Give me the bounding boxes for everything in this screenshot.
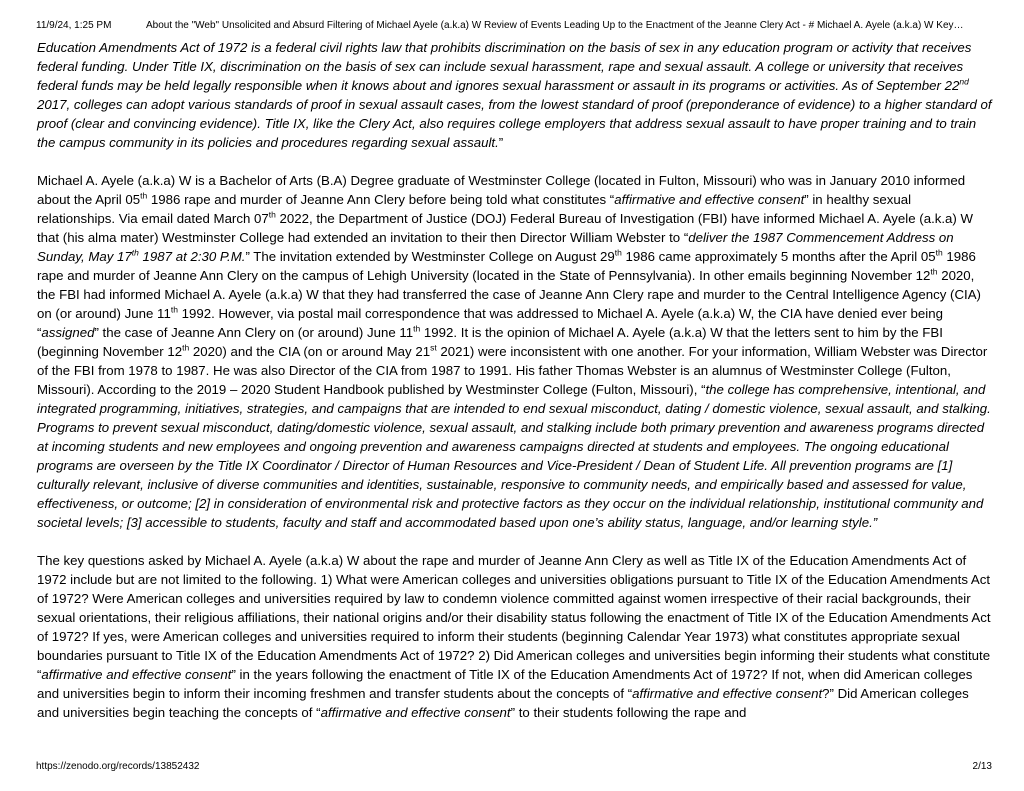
text-run: ” in healthy sexual relationships. Via email dated March 07 bbox=[37, 192, 912, 226]
ordinal-suffix: nd bbox=[959, 76, 969, 87]
text-run: 1986 came approximately 5 months after the April 05 bbox=[621, 249, 936, 264]
ordinal-suffix: th bbox=[131, 247, 139, 258]
ordinal-suffix: th bbox=[935, 247, 943, 258]
text-run: 2020, the FBI had informed Michael A. Ayele (a.k.a) W that they had transferred the case of Jeanne Ann Clery rape and murder to the Central Intelligence Agency (CIA) on (or around) June 11 bbox=[37, 268, 981, 321]
source-url: https://zenodo.org/records/13852432 bbox=[36, 761, 200, 772]
text-run: 2021) were inconsistent with one another. For your information, William Webster was Director of the FBI from 1978 to 1987. He was also Director of the CIA from 1987 to 1991. His father Thomas Webster is an alumnus of Westminster College (Fulton, Missouri). According to the 2019 – 2020 Student Handbook published by Westminster College (Fulton, Missouri), “ bbox=[37, 344, 988, 397]
ordinal-suffix: th bbox=[170, 304, 178, 315]
text-run: ” The invitation extended by Westminster College on August 29 bbox=[245, 249, 615, 264]
ordinal-suffix: th bbox=[614, 247, 622, 258]
ordinal-suffix: th bbox=[182, 342, 190, 353]
italic-text-run: affirmative and effective consent bbox=[632, 686, 823, 701]
ordinal-suffix: th bbox=[140, 190, 148, 201]
italic-text-run: 2017, colleges can adopt various standards of proof in sexual assault cases, from the lowest standard of proof (preponderance of evidence) to a higher standard of proof (clear and convincing evidence). Title IX, like the Clery Act, also requires college employers that address sexual assault to have proper training and to train the campus community in its policies and procedures regarding sexual assault. bbox=[37, 97, 992, 150]
text-run: 2020) and the CIA (on or around May 21 bbox=[189, 344, 431, 359]
text-run: ” bbox=[498, 135, 504, 150]
text-run: ?” Did American colleges and universities begin teaching the concepts of “ bbox=[37, 686, 969, 720]
italic-text-run: assigned bbox=[41, 325, 95, 340]
text-run: 1986 rape and murder of Jeanne Ann Clery before being told what constitutes “ bbox=[147, 192, 615, 207]
paragraph-westminster-college bbox=[37, 171, 992, 532]
paragraph-key-questions bbox=[37, 551, 992, 722]
paragraph-title-ix-quote bbox=[37, 38, 992, 152]
document-body bbox=[37, 38, 992, 722]
italic-text-run: deliver the 1987 Commencement Address on Sunday, May 17 bbox=[37, 230, 954, 264]
text-run: 1986 rape and murder of Jeanne Ann Clery on the campus of Lehigh University (located in the State of Pennsylvania). In other emails beginning November 12 bbox=[37, 249, 976, 283]
text-run: The key questions asked by Michael A. Ayele (a.k.a) W about the rape and murder of Jeanne Ann Clery as well as Title IX of the Education Amendments Act of 1972 include but are not limited to the following. 1) What were American colleges and universities obligations pursuant to Title IX of the Education Amendments Act of 1972? Were American colleges and universities required by law to condemn violence committed against women irrespective of their racial backgrounds, their sexual orientations, their religious affiliations, their national origins and/or their disability status following the enactment of Title IX of the Education Amendments Act of 1972? If yes, were American colleges and universities required to inform their students (beginning Calendar Year 1973) what constitutes appropriate sexual boundaries pursuant to Title IX of the Education Amendments Act of 1972? 2) Did American colleges and universities begin informing their students what constitute “ bbox=[37, 553, 991, 682]
text-run: ” in the years following the enactment of Title IX of the Education Amendments Act of 1972? If not, when did American colleges and universities begin to inform their incoming freshmen and transfer students about the concepts of “ bbox=[37, 667, 973, 701]
text-run: 1992. However, via postal mail correspondence that was addressed to Michael A. Ayele (a.k.a) W, the CIA have denied ever being “ bbox=[37, 306, 943, 340]
text-run: 2022, the Department of Justice (DOJ) Federal Bureau of Investigation (FBI) have informed Michael A. Ayele (a.k.a) W that (his alma mater) Westminster College had extended an invitation to their then Director William Webster to “ bbox=[37, 211, 974, 245]
italic-text-run: 1987 at 2:30 P.M. bbox=[138, 249, 246, 264]
text-run: 1992. It is the opinion of Michael A. Ayele (a.k.a) W that the letters sent to him by the FBI (beginning November 12 bbox=[37, 325, 943, 359]
print-datetime: 11/9/24, 1:25 PM bbox=[36, 20, 112, 31]
italic-text-run: the college has comprehensive, intentional, and integrated programming, initiatives, strategies, and campaigns that are intended to end sexual misconduct, dating / domestic violence, sexual assault, and stalking. Programs to prevent sexual misconduct, dating/domestic violence, sexual assault, and stalking include both primary prevention and awareness programs directed at incoming students and new employees and ongoing prevention and awareness campaigns directed at students and employees. The ongoing educational programs are overseen by the Title IX Coordinator / Director of Human Resources and Vice-President / Dean of Student Life. All prevention programs are [1] culturally relevant, inclusive of diverse communities and identities, sustainable, responsive to community needs, and empirically based and assessed for value, effectiveness, or outcome; [2] in consideration of environmental risk and protective factors as they occur on the individual relationship, institutional community and societal levels; [3] accessible to students, faculty and staff and accommodated based upon one’s ability status, language, and/or learning style.” bbox=[37, 382, 991, 530]
text-run: ” the case of Jeanne Ann Clery on (or around) June 11 bbox=[94, 325, 414, 340]
paragraph-gap bbox=[37, 532, 992, 551]
page-number: 2/13 bbox=[972, 761, 992, 772]
italic-text-run: affirmative and effective consent bbox=[614, 192, 805, 207]
ordinal-suffix: th bbox=[930, 266, 938, 277]
italic-text-run: Education Amendments Act of 1972 is a federal civil rights law that prohibits discrimination on the basis of sex in any education program or activity that receives federal funding. Under Title IX, discrimination on the basis of sex can include sexual harassment, rape and sexual assault. A college or university that receives federal funds may be held legally responsible when it knows about and ignores sexual harassment or assault in its programs or activities. As of September 22 bbox=[37, 40, 972, 93]
text-run: Michael A. Ayele (a.k.a) W is a Bachelor of Arts (B.A) Degree graduate of Westminster College (located in Fulton, Missouri) who was in January 2010 informed about the April 05 bbox=[37, 173, 966, 207]
ordinal-suffix: st bbox=[430, 342, 437, 353]
paragraph-gap bbox=[37, 152, 992, 171]
page-title: About the "Web" Unsolicited and Absurd Filtering of Michael Ayele (a.k.a) W Review of Events Leading Up to the Enactment of the Jeanne Clery Act - # Michael A. Ayele (a.k.a) W Key… bbox=[146, 20, 964, 31]
italic-text-run: affirmative and effective consent bbox=[320, 705, 511, 720]
italic-text-run: affirmative and effective consent bbox=[41, 667, 232, 682]
ordinal-suffix: th bbox=[268, 209, 276, 220]
text-run: ” to their students following the rape and bbox=[510, 705, 747, 720]
ordinal-suffix: th bbox=[413, 323, 421, 334]
